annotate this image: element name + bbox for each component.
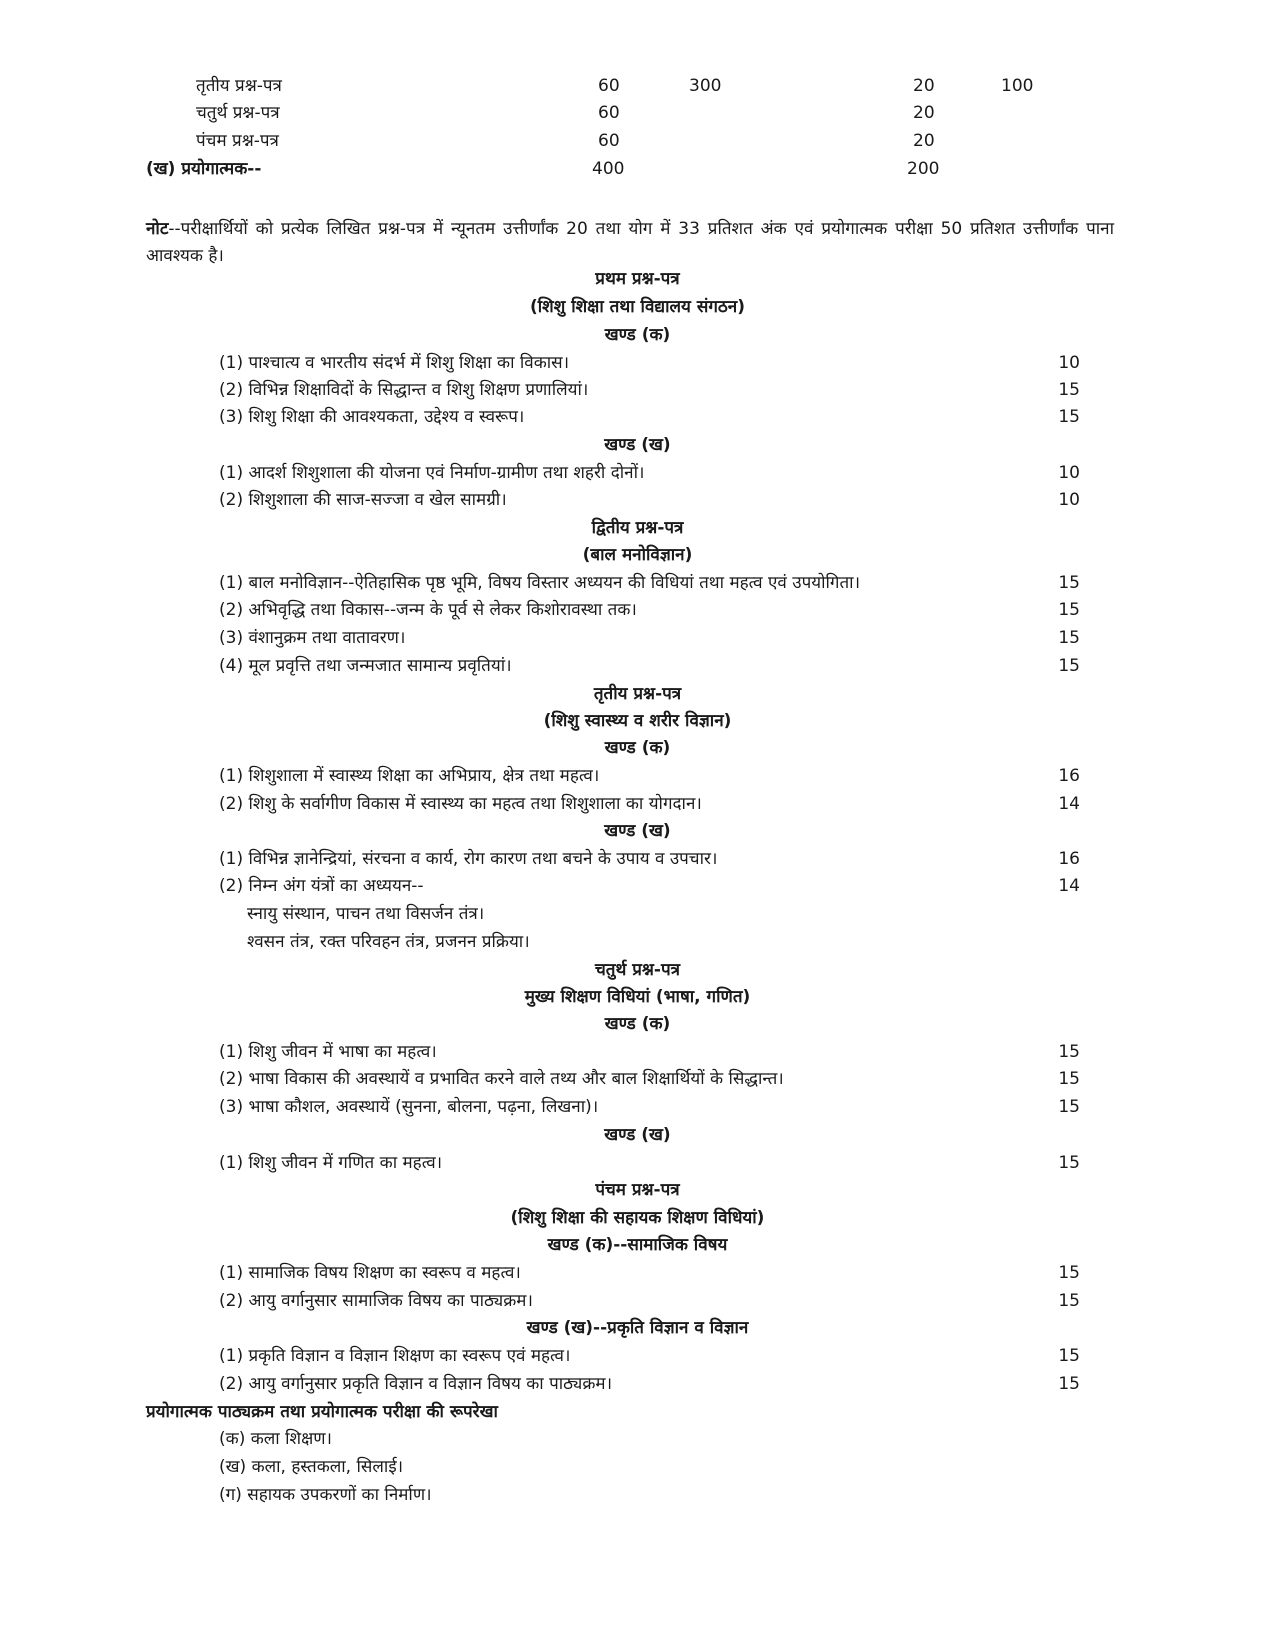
list-item: (2) विभिन्न शिक्षाविदों के सिद्धान्त व शिशु शिक्षण प्रणालियां। bbox=[219, 380, 589, 400]
paper-heading: पंचम प्रश्न-पत्र bbox=[595, 1180, 680, 1200]
paper-heading: तृतीय प्रश्न-पत्र bbox=[593, 684, 682, 704]
list-item: (1) आदर्श शिशुशाला की योजना एवं निर्माण-ग्रामीण तथा शहरी दोनों। bbox=[219, 463, 645, 483]
table-cell: 400 bbox=[592, 159, 625, 179]
list-item: (2) शिशु के सर्वागीण विकास में स्वास्थ्य का महत्व तथा शिशुशाला का योगदान। bbox=[219, 794, 702, 814]
marks-value: 16 bbox=[1058, 766, 1080, 786]
section-title: खण्ड (ख) bbox=[604, 821, 671, 841]
list-item: (1) शिशुशाला में स्वास्थ्य शिक्षा का अभिप्राय, क्षेत्र तथा महत्व। bbox=[219, 766, 600, 786]
note-text: --परीक्षार्थियों को प्रत्येक लिखित प्रश्न-पत्र में न्यूनतम उत्तीर्णांक 20 तथा योग में 33 प्रतिशत अंक एवं प्रयोगात्मक परीक्षा 50 प्रतिशत उत्तीर्णांक पाना आवश्यक है। bbox=[146, 219, 1114, 266]
marks-value: 15 bbox=[1058, 380, 1080, 400]
section-title: खण्ड (ख) bbox=[604, 1125, 671, 1145]
table-cell: 60 bbox=[598, 76, 620, 96]
paper-subtitle: (शिशु स्वास्थ्य व शरीर विज्ञान) bbox=[543, 711, 732, 731]
marks-value: 10 bbox=[1058, 353, 1080, 373]
list-item: (2) आयु वर्गानुसार सामाजिक विषय का पाठ्यक्रम। bbox=[219, 1291, 533, 1311]
list-item: (1) शिशु जीवन में भाषा का महत्व। bbox=[219, 1042, 437, 1062]
list-item: (2) निम्न अंग यंत्रों का अध्ययन-- bbox=[219, 876, 424, 896]
section-title: खण्ड (ख)--प्रकृति विज्ञान व विज्ञान bbox=[526, 1318, 749, 1338]
sub-item: स्नायु संस्थान, पाचन तथा विसर्जन तंत्र। bbox=[247, 904, 485, 924]
list-item: (क) कला शिक्षण। bbox=[219, 1429, 332, 1449]
list-item: (1) शिशु जीवन में गणित का महत्व। bbox=[219, 1153, 443, 1173]
list-item: (4) मूल प्रवृत्ति तथा जन्मजात सामान्य प्रवृतियां। bbox=[219, 656, 512, 676]
table-row-label: तृतीय प्रश्न-पत्र bbox=[196, 76, 282, 96]
paper-subtitle: (बाल मनोविज्ञान) bbox=[582, 545, 693, 565]
practical-outline-heading: प्रयोगात्मक पाठ्यक्रम तथा प्रयोगात्मक परीक्षा की रूपरेखा bbox=[146, 1402, 498, 1422]
table-row-label: चतुर्थ प्रश्न-पत्र bbox=[196, 103, 280, 123]
marks-value: 15 bbox=[1058, 407, 1080, 427]
list-item: (3) वंशानुक्रम तथा वातावरण। bbox=[219, 628, 406, 648]
marks-value: 15 bbox=[1058, 1374, 1080, 1394]
note-paragraph bbox=[146, 216, 1114, 270]
paper-heading: चतुर्थ प्रश्न-पत्र bbox=[594, 960, 681, 980]
marks-value: 15 bbox=[1058, 1097, 1080, 1117]
marks-value: 15 bbox=[1058, 1153, 1080, 1173]
table-cell: 200 bbox=[907, 159, 940, 179]
list-item: (ख) कला, हस्तकला, सिलाई। bbox=[219, 1457, 404, 1477]
note-label: नोट bbox=[146, 219, 169, 239]
section-title: खण्ड (क)--सामाजिक विषय bbox=[547, 1235, 728, 1255]
marks-value: 16 bbox=[1058, 849, 1080, 869]
section-title: खण्ड (ख) bbox=[604, 435, 671, 455]
table-row-label: पंचम प्रश्न-पत्र bbox=[196, 131, 279, 151]
paper-subtitle: मुख्य शिक्षण विधियां (भाषा, गणित) bbox=[524, 987, 751, 1007]
marks-value: 15 bbox=[1058, 1291, 1080, 1311]
marks-value: 14 bbox=[1058, 794, 1080, 814]
marks-value: 15 bbox=[1058, 573, 1080, 593]
list-item: (1) पाश्चात्य व भारतीय संदर्भ में शिशु शिक्षा का विकास। bbox=[219, 353, 570, 373]
section-title: खण्ड (क) bbox=[604, 1014, 671, 1034]
paper-heading: द्वितीय प्रश्न-पत्र bbox=[591, 518, 684, 538]
table-cell: 20 bbox=[913, 131, 935, 151]
practical-row-label: (ख) प्रयोगात्मक-- bbox=[146, 159, 262, 179]
list-item: (3) शिशु शिक्षा की आवश्यकता, उद्देश्य व स्वरूप। bbox=[219, 407, 525, 427]
marks-value: 15 bbox=[1058, 600, 1080, 620]
list-item: (ग) सहायक उपकरणों का निर्माण। bbox=[219, 1485, 432, 1505]
list-item: (2) आयु वर्गानुसार प्रकृति विज्ञान व विज्ञान विषय का पाठ्यक्रम। bbox=[219, 1374, 613, 1394]
table-cell: 20 bbox=[913, 76, 935, 96]
marks-value: 14 bbox=[1058, 876, 1080, 896]
list-item: (2) शिशुशाला की साज-सज्जा व खेल सामग्री। bbox=[219, 490, 507, 510]
sub-item: श्वसन तंत्र, रक्त परिवहन तंत्र, प्रजनन प्रक्रिया। bbox=[247, 932, 530, 952]
list-item: (2) भाषा विकास की अवस्थायें व प्रभावित करने वाले तथ्य और बाल शिक्षार्थियों के सिद्धान्त। bbox=[219, 1069, 784, 1089]
list-item: (2) अभिवृद्धि तथा विकास--जन्म के पूर्व से लेकर किशोरावस्था तक। bbox=[219, 600, 637, 620]
marks-value: 15 bbox=[1058, 628, 1080, 648]
marks-value: 15 bbox=[1058, 1346, 1080, 1366]
table-cell: 60 bbox=[598, 103, 620, 123]
marks-value: 10 bbox=[1058, 490, 1080, 510]
section-title: खण्ड (क) bbox=[604, 738, 671, 758]
marks-value: 15 bbox=[1058, 1263, 1080, 1283]
paper-subtitle: (शिशु शिक्षा तथा विद्यालय संगठन) bbox=[530, 297, 745, 317]
table-cell: 300 bbox=[689, 76, 722, 96]
list-item: (1) विभिन्न ज्ञानेन्द्रियां, संरचना व कार्य, रोग कारण तथा बचने के उपाय व उपचार। bbox=[219, 849, 718, 869]
marks-value: 15 bbox=[1058, 656, 1080, 676]
paper-subtitle: (शिशु शिक्षा की सहायक शिक्षण विधियां) bbox=[510, 1208, 765, 1228]
list-item: (3) भाषा कौशल, अवस्थायें (सुनना, बोलना, पढ़ना, लिखना)। bbox=[219, 1097, 599, 1117]
table-cell: 60 bbox=[598, 131, 620, 151]
marks-value: 10 bbox=[1058, 463, 1080, 483]
list-item: (1) सामाजिक विषय शिक्षण का स्वरूप व महत्व। bbox=[219, 1263, 521, 1283]
list-item: (1) प्रकृति विज्ञान व विज्ञान शिक्षण का स्वरूप एवं महत्व। bbox=[219, 1346, 571, 1366]
marks-value: 15 bbox=[1058, 1069, 1080, 1089]
table-cell: 100 bbox=[1001, 76, 1034, 96]
list-item: (1) बाल मनोविज्ञान--ऐतिहासिक पृष्ठ भूमि, विषय विस्तार अध्ययन की विधियां तथा महत्व एवं उपयोगिता। bbox=[219, 573, 861, 593]
marks-value: 15 bbox=[1058, 1042, 1080, 1062]
table-cell: 20 bbox=[913, 103, 935, 123]
paper-heading: प्रथम प्रश्न-पत्र bbox=[595, 269, 680, 289]
section-title: खण्ड (क) bbox=[604, 325, 671, 345]
